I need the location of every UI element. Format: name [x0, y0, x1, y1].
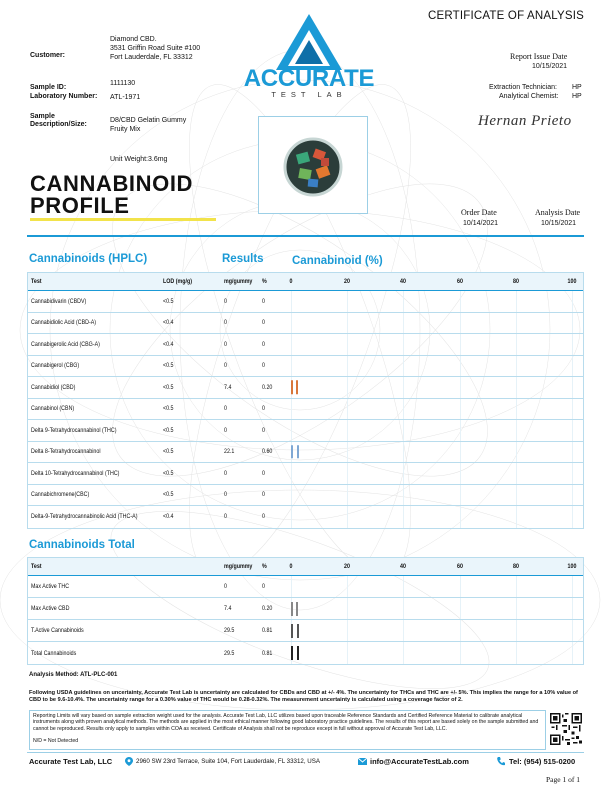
chart-gridline [516, 506, 517, 528]
scale-tick-label: 20 [344, 563, 351, 570]
chart-gridline [516, 377, 517, 398]
chart-gridline [347, 356, 348, 377]
results-title: Results [222, 253, 264, 265]
chart-gridline [403, 313, 404, 334]
mg-cell: 29.5 [224, 649, 235, 657]
test-cell: Cannabigerol (CBG) [31, 362, 80, 370]
chart-gridline [460, 334, 461, 355]
analysis-date-label: Analysis Date [535, 208, 581, 217]
percent-cell: 0 [262, 405, 265, 413]
test-cell: Max Active THC [31, 583, 70, 590]
page-number: Page 1 of 1 [546, 775, 580, 784]
percent-cell: 0 [262, 491, 265, 499]
table-row [28, 485, 583, 507]
scale-tick-label: 0 [289, 563, 293, 570]
analysis-date-value: 10/15/2021 [541, 220, 577, 227]
scale-tick-label: 60 [456, 278, 463, 285]
chart-gridline [572, 506, 573, 528]
mg-cell: 7.4 [224, 383, 232, 391]
table-row [28, 576, 583, 598]
chart-gridline [460, 620, 461, 641]
column-header: mg/gummy [224, 563, 253, 570]
sample-desc-1: D8/CBD Gelatin Gummy [110, 117, 187, 124]
chart-gridline [347, 420, 348, 441]
chart-gridline [460, 313, 461, 334]
chart-gridline [403, 399, 404, 420]
logo-subtitle: TEST LAB [271, 90, 347, 99]
chart-gridline [347, 377, 348, 398]
mg-cell: 0 [224, 491, 227, 499]
chemist-value: HP [572, 93, 582, 100]
chart-gridline [291, 334, 292, 355]
chart-gridline [403, 620, 404, 641]
phone-icon [497, 757, 505, 766]
scale-tick-label: 80 [512, 563, 519, 570]
order-date-value: 10/14/2021 [463, 220, 499, 227]
table-row [28, 642, 583, 664]
chart-gridline [516, 399, 517, 420]
percent-cell: 0 [262, 319, 265, 327]
mg-cell: 0 [224, 583, 227, 590]
mg-cell: 0 [224, 513, 227, 521]
chart-gridline [460, 399, 461, 420]
chart-gridline [572, 356, 573, 377]
chart-gridline [572, 642, 573, 664]
test-cell: Max Active CBD [31, 605, 70, 612]
percent-title: Cannabinoid (%) [292, 255, 383, 267]
chart-gridline [516, 620, 517, 641]
chart-gridline [460, 420, 461, 441]
chart-gridline [403, 463, 404, 484]
mg-cell: 0 [224, 469, 227, 477]
order-date-label: Order Date [461, 208, 497, 217]
percent-bar [291, 381, 293, 395]
usda-note: Following USDA guidelines on uncertainty, Accurate Test Lab is uncertainty are calculated for CBDs and CBD at +/- 4%. The uncertainty for THCs and THC are +/- 5%. This implies the range for a 10% value of CBD to be 9.6-10.4%. The uncertainty range for a 0.30% value of THC would be 0.28-0.32%. The measurement uncertainty is calculated using a coverage factor of 2. [29, 690, 578, 703]
lod-cell: <0.5 [163, 448, 174, 456]
chart-gridline [291, 463, 292, 484]
chart-gridline [572, 377, 573, 398]
chart-gridline [572, 463, 573, 484]
chart-gridline [291, 356, 292, 377]
sample-desc-2: Fruity Mix [110, 126, 141, 133]
chart-gridline [572, 399, 573, 420]
chart-gridline [460, 598, 461, 619]
customer-address-2: Fort Lauderdale, FL 33312 [110, 54, 193, 61]
chart-gridline [403, 334, 404, 355]
table-row [28, 598, 583, 620]
mg-cell: 7.4 [224, 605, 232, 612]
scale-tick-label: 100 [567, 278, 577, 285]
email-icon [358, 758, 367, 765]
mg-cell: 0 [224, 426, 227, 434]
table-header-row [28, 273, 583, 291]
scale-tick-label: 20 [344, 278, 351, 285]
footer-divider [27, 752, 584, 753]
chart-gridline [516, 598, 517, 619]
certificate-title: CERTIFICATE OF ANALYSIS [428, 10, 585, 22]
table-row [28, 420, 583, 442]
mg-cell: 29.5 [224, 627, 235, 634]
chart-gridline [572, 442, 573, 463]
mg-cell: 0 [224, 297, 227, 305]
chart-gridline [403, 576, 404, 597]
chart-gridline [347, 506, 348, 528]
scale-tick-label: 100 [567, 563, 577, 570]
disclaimer-box [29, 710, 546, 750]
mg-cell: 22.1 [224, 448, 235, 456]
percent-bar [291, 646, 293, 660]
chart-gridline [403, 420, 404, 441]
chart-gridline [460, 377, 461, 398]
chart-gridline [403, 598, 404, 619]
chart-gridline [291, 291, 292, 312]
logo-wordmark: ACCURATE [243, 65, 375, 92]
test-cell: Delta 8-Tetrahydrocannabinol [31, 448, 101, 456]
table-row [28, 463, 583, 485]
sample-id-value: 1111130 [110, 80, 136, 87]
percent-bar [296, 381, 298, 395]
profile-title [30, 173, 193, 217]
scale-tick-label: 60 [456, 563, 463, 570]
table-row [28, 620, 583, 642]
lod-cell: <0.5 [163, 383, 174, 391]
footer-phone: Tel: (954) 515-0200 [509, 757, 576, 766]
footer-address: 2960 SW 23rd Terrace, Suite 104, Fort Lauderdale, FL 33312, USA [136, 758, 321, 765]
disclaimer-text: Reporting Limits will vary based on sample extraction weight used for the analysis. Accurate Test Lab, LLC utilizes based upon traceable Reference Standards and Certified Reference Material to calibrate analytical instruments along with proven analytical methods. The methods are applied in the most ethical manner following good laboratory practice guidelines. The results of this report are based solely on the sample submitted and cannot be reproduced. Results only apply to samples within COA as received. Certificate of Analysis shall not be reproduce except in full without approval of Accurate Test Lab, LLC. [33, 713, 539, 732]
chart-gridline [347, 399, 348, 420]
table-row [28, 399, 583, 421]
percent-cell: 0 [262, 583, 265, 590]
customer-address-1: 3531 Griffin Road Suite #100 [110, 45, 201, 52]
percent-bar [291, 445, 293, 459]
hplc-table [27, 272, 584, 529]
percent-bar [291, 624, 293, 638]
chart-gridline [460, 485, 461, 506]
chart-gridline [460, 463, 461, 484]
chart-gridline [403, 442, 404, 463]
percent-cell: 0.81 [262, 649, 273, 657]
footer-email[interactable]: info@AccurateTestLab.com [370, 757, 469, 766]
chart-gridline [291, 485, 292, 506]
chart-gridline [516, 291, 517, 312]
chart-gridline [403, 506, 404, 528]
chart-gridline [291, 420, 292, 441]
chart-gridline [347, 463, 348, 484]
chart-gridline [516, 420, 517, 441]
report-issue-date: 10/15/2021 [532, 63, 568, 70]
lod-cell: <0.4 [163, 319, 174, 327]
mg-cell: 0 [224, 319, 227, 327]
column-header: LOD (mg/g) [163, 278, 192, 285]
chart-gridline [460, 291, 461, 312]
test-cell: Total Cannabinoids [31, 649, 77, 657]
test-cell: Cannabidivarin (CBDV) [31, 297, 87, 305]
column-header: Test [31, 563, 42, 570]
test-cell: Cannabigerolic Acid (CBG-A) [31, 340, 100, 348]
test-cell: T.Active Cannabinoids [31, 627, 84, 634]
lod-cell: <0.4 [163, 340, 174, 348]
chart-gridline [347, 334, 348, 355]
chart-gridline [460, 356, 461, 377]
mg-cell: 0 [224, 405, 227, 413]
percent-cell: 0.81 [262, 627, 273, 634]
lod-cell: <0.5 [163, 426, 174, 434]
chart-gridline [291, 576, 292, 597]
percent-cell: 0.20 [262, 383, 273, 391]
table-header-row [28, 558, 583, 576]
chart-gridline [403, 642, 404, 664]
chart-gridline [460, 506, 461, 528]
chart-gridline [516, 576, 517, 597]
chart-gridline [347, 620, 348, 641]
sample-id-label: Sample ID: [30, 84, 67, 91]
scale-tick-label: 40 [400, 563, 407, 570]
chart-gridline [403, 377, 404, 398]
product-image-frame [258, 116, 368, 214]
unit-weight: Unit Weight:3.6mg [110, 156, 168, 163]
chart-gridline [572, 334, 573, 355]
chart-gridline [516, 442, 517, 463]
table-row [28, 356, 583, 378]
percent-cell: 0.20 [262, 605, 273, 612]
percent-bar [297, 624, 299, 638]
report-issue-label: Report Issue Date [510, 52, 568, 61]
test-cell: Cannabidiolic Acid (CBD-A) [31, 319, 97, 327]
percent-cell: 0.60 [262, 448, 273, 456]
gummy-jar-image [259, 117, 367, 213]
percent-cell: 0 [262, 426, 265, 434]
test-cell: Delta 9-Tetrahydrocannabinol (THC) [31, 426, 117, 434]
chart-gridline [516, 334, 517, 355]
test-cell: Cannabinol (CBN) [31, 405, 75, 413]
mg-cell: 0 [224, 362, 227, 370]
lod-cell: <0.5 [163, 469, 174, 477]
customer-name: Diamond CBD. [110, 36, 157, 43]
hplc-title: Cannabinoids (HPLC) [29, 253, 148, 265]
test-cell: Delta 10-Tetrahydrocannabinol (THC) [31, 469, 120, 477]
lod-cell: <0.5 [163, 491, 174, 499]
chart-gridline [347, 576, 348, 597]
chart-gridline [460, 576, 461, 597]
chart-gridline [291, 506, 292, 528]
chart-gridline [347, 313, 348, 334]
chart-gridline [291, 399, 292, 420]
percent-cell: 0 [262, 297, 265, 305]
percent-bar [291, 602, 293, 616]
customer-label: Customer: [30, 52, 66, 59]
chart-gridline [572, 576, 573, 597]
chart-gridline [347, 291, 348, 312]
section-divider [27, 235, 584, 237]
accurate-logo-icon [276, 14, 342, 70]
scale-tick-label: 0 [289, 278, 293, 285]
column-header: Test [31, 278, 42, 285]
chart-gridline [516, 313, 517, 334]
profile-title-line-1: CANNABINOID [30, 171, 194, 196]
footer-company: Accurate Test Lab, LLC [29, 757, 113, 766]
lab-number-value: ATL-1971 [110, 94, 141, 101]
chart-gridline [403, 356, 404, 377]
extraction-value: HP [572, 84, 582, 91]
test-cell: Cannabidiol (CBD) [31, 383, 76, 391]
table-row [28, 334, 583, 356]
profile-underline [30, 218, 216, 221]
column-header: mg/gummy [224, 278, 253, 285]
percent-cell: 0 [262, 513, 265, 521]
chart-gridline [347, 485, 348, 506]
lod-cell: <0.5 [163, 297, 174, 305]
chart-gridline [460, 442, 461, 463]
sample-desc-label-1: Sample [30, 113, 55, 120]
totals-table [27, 557, 584, 665]
chart-gridline [347, 598, 348, 619]
lab-number-label: Laboratory Number: [30, 93, 98, 100]
table-row [28, 313, 583, 335]
extraction-label: Extraction Technician: [489, 84, 557, 91]
lod-cell: <0.5 [163, 362, 174, 370]
table-row [28, 291, 583, 313]
chart-gridline [572, 598, 573, 619]
analysis-method: Analysis Method: ATL-PLC-001 [29, 672, 118, 678]
profile-title-line-2: PROFILE [30, 193, 130, 218]
chart-gridline [516, 485, 517, 506]
chart-gridline [347, 442, 348, 463]
chart-gridline [572, 620, 573, 641]
chemist-label: Analytical Chemist: [499, 93, 559, 100]
percent-cell: 0 [262, 362, 265, 370]
table-row [28, 506, 583, 528]
chart-gridline [572, 485, 573, 506]
percent-bar [297, 445, 299, 459]
column-header: % [262, 563, 267, 570]
scale-tick-label: 40 [400, 278, 407, 285]
signature: Hernan Prieto [478, 113, 572, 129]
mg-cell: 0 [224, 340, 227, 348]
percent-cell: 0 [262, 469, 265, 477]
totals-title: Cannabinoids Total [29, 539, 135, 551]
chart-gridline [516, 463, 517, 484]
chart-gridline [291, 313, 292, 334]
lod-cell: <0.5 [163, 405, 174, 413]
chart-gridline [347, 642, 348, 664]
chart-gridline [572, 291, 573, 312]
nd-note: N/D = Not Detected [33, 738, 79, 745]
test-cell: Delta-9-Tetrahydrocannabinolic Acid (THC-A) [31, 513, 138, 521]
lod-cell: <0.4 [163, 513, 174, 521]
table-row [28, 442, 583, 464]
chart-gridline [572, 313, 573, 334]
chart-gridline [460, 642, 461, 664]
qr-code-icon[interactable] [550, 713, 582, 745]
chart-gridline [403, 291, 404, 312]
location-pin-icon [125, 757, 133, 766]
chart-gridline [516, 642, 517, 664]
chart-gridline [403, 485, 404, 506]
percent-bar [296, 602, 298, 616]
scale-tick-label: 80 [512, 278, 519, 285]
percent-cell: 0 [262, 340, 265, 348]
chart-gridline [516, 356, 517, 377]
table-row [28, 377, 583, 399]
percent-bar [297, 646, 299, 660]
chart-gridline [572, 420, 573, 441]
column-header: % [262, 278, 267, 285]
sample-desc-label-2: Description/Size: [30, 121, 87, 128]
test-cell: Cannabichromene(CBC) [31, 491, 90, 499]
